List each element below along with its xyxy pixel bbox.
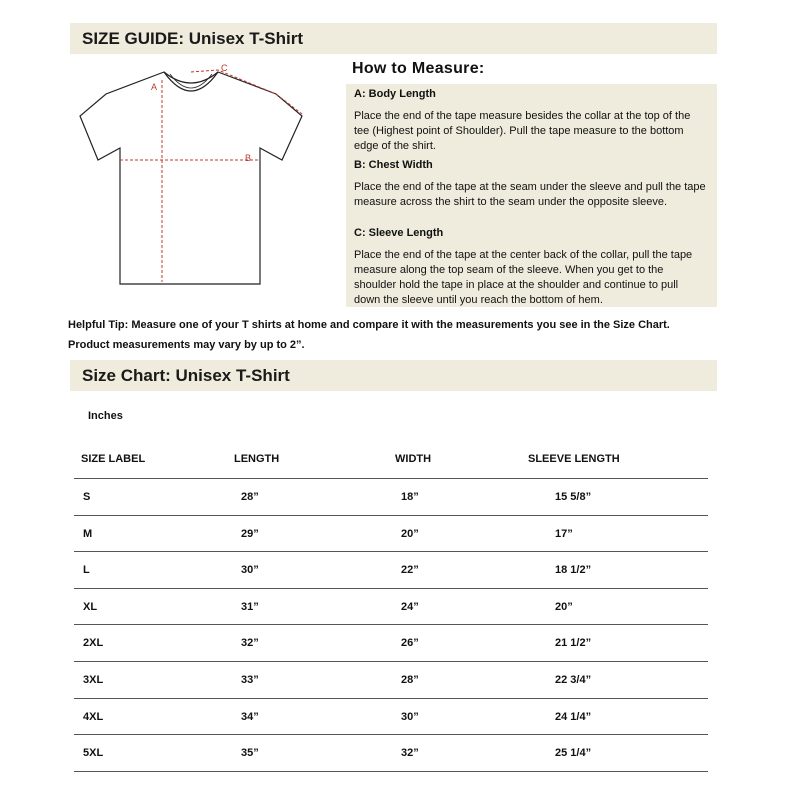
measure-b-text: Place the end of the tape at the seam under the sleeve and pull the tape measure across the shirt to the seam under the opposite sleeve. (354, 181, 706, 208)
cell-length: 35” (241, 747, 259, 759)
cell-width: 20” (401, 528, 419, 540)
how-to-measure-title: How to Measure: (352, 60, 485, 77)
cell-length: 29” (241, 528, 259, 540)
cell-width: 30” (401, 711, 419, 723)
cell-sleeve: 25 1/4” (555, 747, 592, 759)
cell-length: 34” (241, 711, 259, 723)
cell-width: 22” (401, 564, 419, 576)
column-header-width: WIDTH (395, 453, 432, 465)
cell-sleeve: 22 3/4” (555, 674, 592, 686)
cell-sleeve: 15 5/8” (555, 491, 592, 503)
measure-a-text: Place the end of the tape measure besides the collar at the top of the tee (Highest point of Shoulder). Pull the tape measure to the bottom edge of the shirt. (354, 110, 691, 152)
how-to-measure-panel (346, 84, 717, 307)
table-row (0, 710, 793, 746)
cell-size: 3XL (83, 674, 104, 686)
t-shirt-outline (80, 72, 302, 284)
cell-size: S (83, 491, 91, 503)
cell-size: XL (83, 601, 98, 613)
measure-b-heading: B: Chest Width (354, 159, 433, 171)
measure-a-heading: A: Body Length (354, 88, 436, 100)
cell-length: 30” (241, 564, 259, 576)
size-guide-title: SIZE GUIDE: Unisex T-Shirt (82, 28, 304, 48)
cell-length: 31” (241, 601, 259, 613)
cell-size: 2XL (83, 637, 104, 649)
cell-size: L (83, 564, 90, 576)
cell-sleeve: 17” (555, 528, 573, 540)
size-guide-header (70, 23, 717, 54)
cell-width: 18” (401, 491, 419, 503)
table-row (0, 527, 793, 563)
size-chart-header (70, 360, 717, 391)
row-divider (74, 478, 708, 479)
cell-length: 28” (241, 491, 259, 503)
cell-width: 32” (401, 747, 419, 759)
label-c: C (221, 63, 228, 73)
column-header-sleeve: SLEEVE LENGTH (528, 453, 620, 465)
cell-width: 26” (401, 637, 419, 649)
column-header-size: SIZE LABEL (81, 453, 146, 465)
cell-size: M (83, 528, 93, 540)
cell-size: 4XL (83, 711, 104, 723)
tip-note: Product measurements may vary by up to 2”. (68, 339, 305, 351)
table-row (0, 563, 793, 599)
column-header-length: LENGTH (234, 453, 280, 465)
cell-sleeve: 20” (555, 601, 573, 613)
cell-sleeve: 24 1/4” (555, 711, 592, 723)
table-row (0, 636, 793, 672)
units-label: Inches (88, 410, 123, 422)
label-a: A (151, 82, 158, 92)
table-row (0, 490, 793, 526)
cell-width: 28” (401, 674, 419, 686)
measure-c-heading: C: Sleeve Length (354, 227, 444, 239)
cell-size: 5XL (83, 747, 104, 759)
table-row (0, 746, 793, 782)
cell-sleeve: 18 1/2” (555, 564, 592, 576)
table-row (0, 673, 793, 709)
label-b: B (245, 153, 252, 163)
measure-c-text: Place the end of the tape at the center back of the collar, pull the tape measure along the top seam of the sleeve. When you get to the shoulder hold the tape in place at the shoulder and continue to pull down the sleeve until you reach the bottom of hem. (354, 249, 693, 306)
t-shirt-diagram (76, 60, 306, 290)
table-row (0, 600, 793, 636)
helpful-tip: Helpful Tip: Measure one of your T shirts at home and compare it with the measurements you see in the Size Chart. (68, 319, 670, 331)
size-chart-title: Size Chart: Unisex T-Shirt (82, 365, 290, 385)
cell-sleeve: 21 1/2” (555, 637, 592, 649)
cell-length: 32” (241, 637, 259, 649)
cell-length: 33” (241, 674, 259, 686)
cell-width: 24” (401, 601, 419, 613)
